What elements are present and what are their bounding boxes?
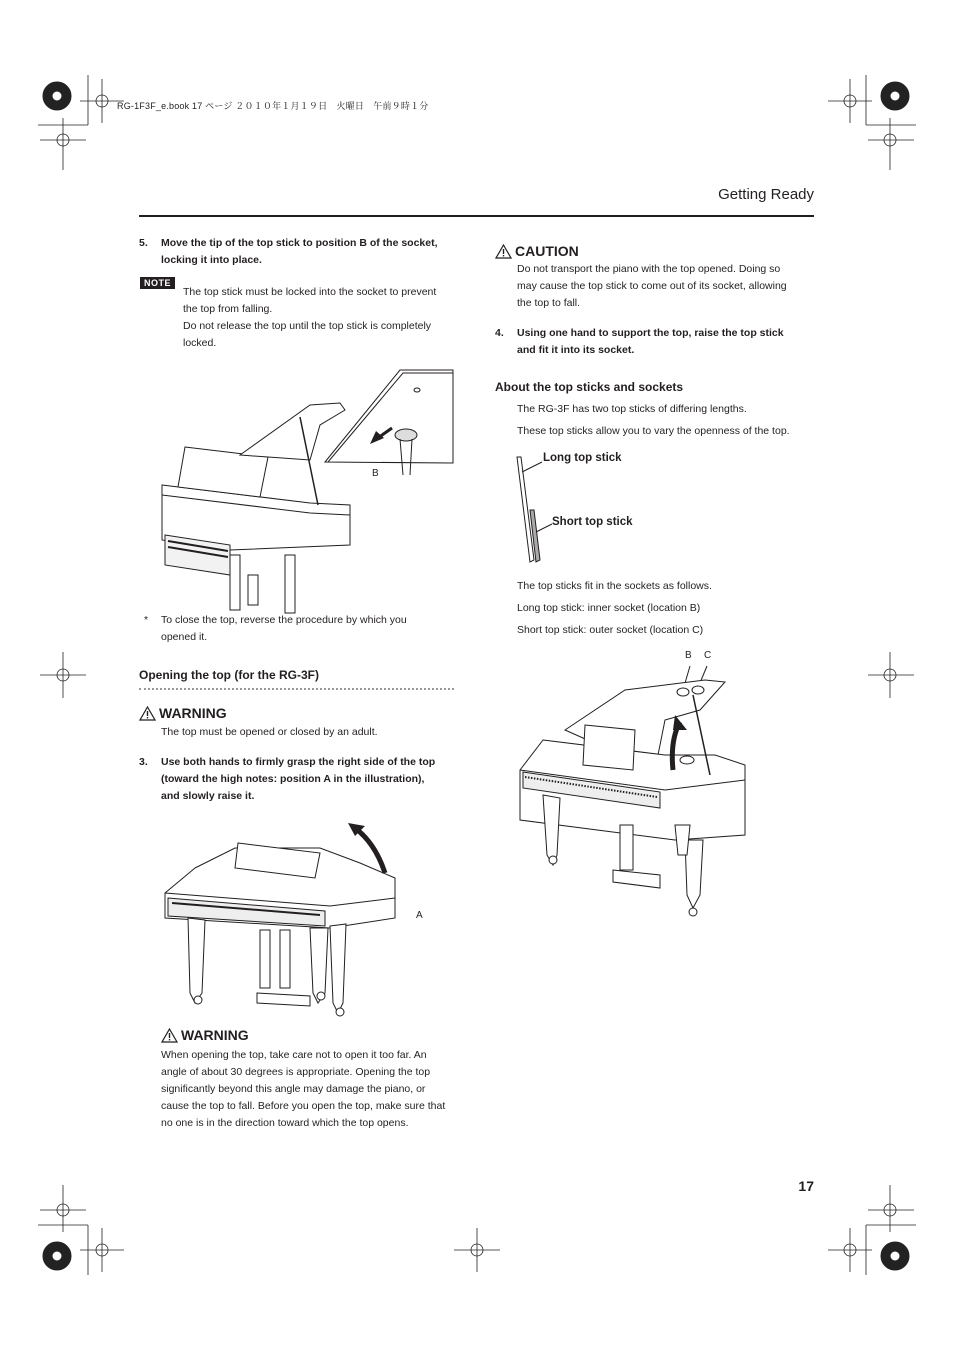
step-text xyxy=(161,235,438,269)
close-note-line: To close the top, reverse the procedure by which you xyxy=(161,614,407,626)
warning-triangle-icon xyxy=(139,706,156,721)
caution-line: the top to fall. xyxy=(517,297,581,309)
caution-triangle-icon xyxy=(495,244,512,259)
label-c-right: C xyxy=(704,650,712,661)
step-3 xyxy=(139,754,469,806)
warning-line: When opening the top, take care not to open it too far. An xyxy=(161,1049,427,1061)
short-stick-label: Short top stick xyxy=(552,516,633,528)
caution-title: CAUTION xyxy=(515,243,579,259)
warning-line: angle of about 30 degrees is appropriate. Opening the top xyxy=(161,1066,431,1078)
note-line: locked. xyxy=(183,337,217,349)
caution-line: may cause the top stick to come out of its socket, allowing xyxy=(517,280,787,292)
note-line: the top from falling. xyxy=(183,303,273,315)
fit-text xyxy=(517,578,817,639)
label-a: A xyxy=(416,910,423,921)
warning-text-2 xyxy=(161,1047,466,1132)
warning-line: cause the top to fall. Before you open the top, make sure that xyxy=(161,1100,446,1112)
warning-line: no one is in the direction toward which the top opens. xyxy=(161,1117,409,1129)
header-rule xyxy=(139,215,814,217)
figure-top-sticks xyxy=(514,452,554,567)
page-number: 17 xyxy=(798,1178,814,1194)
warning-line: significantly beyond this angle may damage the piano, or xyxy=(161,1083,426,1095)
close-note-line: opened it. xyxy=(161,631,208,643)
sticks-para-2: These top sticks allow you to vary the openness of the top. xyxy=(517,425,790,437)
caution-text xyxy=(517,261,817,312)
note-badge: NOTE xyxy=(140,277,175,289)
note-line: Do not release the top until the top stick is completely xyxy=(183,320,432,332)
section-title: Getting Ready xyxy=(718,186,814,203)
sticks-heading: About the top sticks and sockets xyxy=(495,380,684,394)
figure-raise-top xyxy=(160,818,425,1023)
step-5 xyxy=(139,235,469,269)
warning-text-1: The top must be opened or closed by an adult. xyxy=(161,726,378,738)
caution-line: Do not transport the piano with the top opened. Doing so xyxy=(517,263,781,275)
step-text-line: (toward the high notes: position A in the illustration), xyxy=(161,773,425,785)
step-text-line: and slowly raise it. xyxy=(161,790,255,802)
sticks-para-1: The RG-3F has two top sticks of differing lengths. xyxy=(517,403,747,415)
figure-top-stick-socket xyxy=(160,365,455,615)
step-number: 5. xyxy=(139,237,148,249)
label-b: B xyxy=(372,468,379,479)
step-text-line: Use both hands to firmly grasp the right side of the top xyxy=(161,756,436,768)
warning-heading-2 xyxy=(161,1027,249,1043)
step-text-line: locking it into place. xyxy=(161,254,262,266)
dotted-rule xyxy=(139,688,454,690)
figure-sockets-bc xyxy=(515,660,750,920)
bullet-star: * xyxy=(144,614,149,626)
warning-heading-1 xyxy=(139,705,227,721)
step-text-line: Move the tip of the top stick to position B of the socket, xyxy=(161,237,438,249)
close-note xyxy=(161,612,461,646)
fit-line: Long top stick: inner socket (location B) xyxy=(517,602,701,614)
step-number: 3. xyxy=(139,756,148,768)
warning-triangle-icon xyxy=(161,1028,178,1043)
step-number: 4. xyxy=(495,327,504,339)
opening-heading: Opening the top (for the RG-3F) xyxy=(139,668,319,682)
step-text xyxy=(161,754,435,805)
file-info-header: RG-1F3F_e.book 17 ページ ２０１０年１月１９日 火曜日 午前９時１分 xyxy=(117,101,429,111)
step-4 xyxy=(495,325,815,359)
step-text-line: Using one hand to support the top, raise the top stick xyxy=(517,327,784,339)
warning-title: WARNING xyxy=(159,705,227,721)
long-stick-label: Long top stick xyxy=(543,452,622,464)
caution-heading xyxy=(495,243,579,259)
step-text-line: and fit it into its socket. xyxy=(517,344,635,356)
step-text xyxy=(517,325,784,359)
label-b-right: B xyxy=(685,650,692,661)
fit-line: Short top stick: outer socket (location C) xyxy=(517,624,704,636)
note-line: The top stick must be locked into the socket to prevent xyxy=(183,286,437,298)
note-text xyxy=(183,284,473,352)
warning-title: WARNING xyxy=(181,1027,249,1043)
fit-line: The top sticks fit in the sockets as follows. xyxy=(517,580,712,592)
